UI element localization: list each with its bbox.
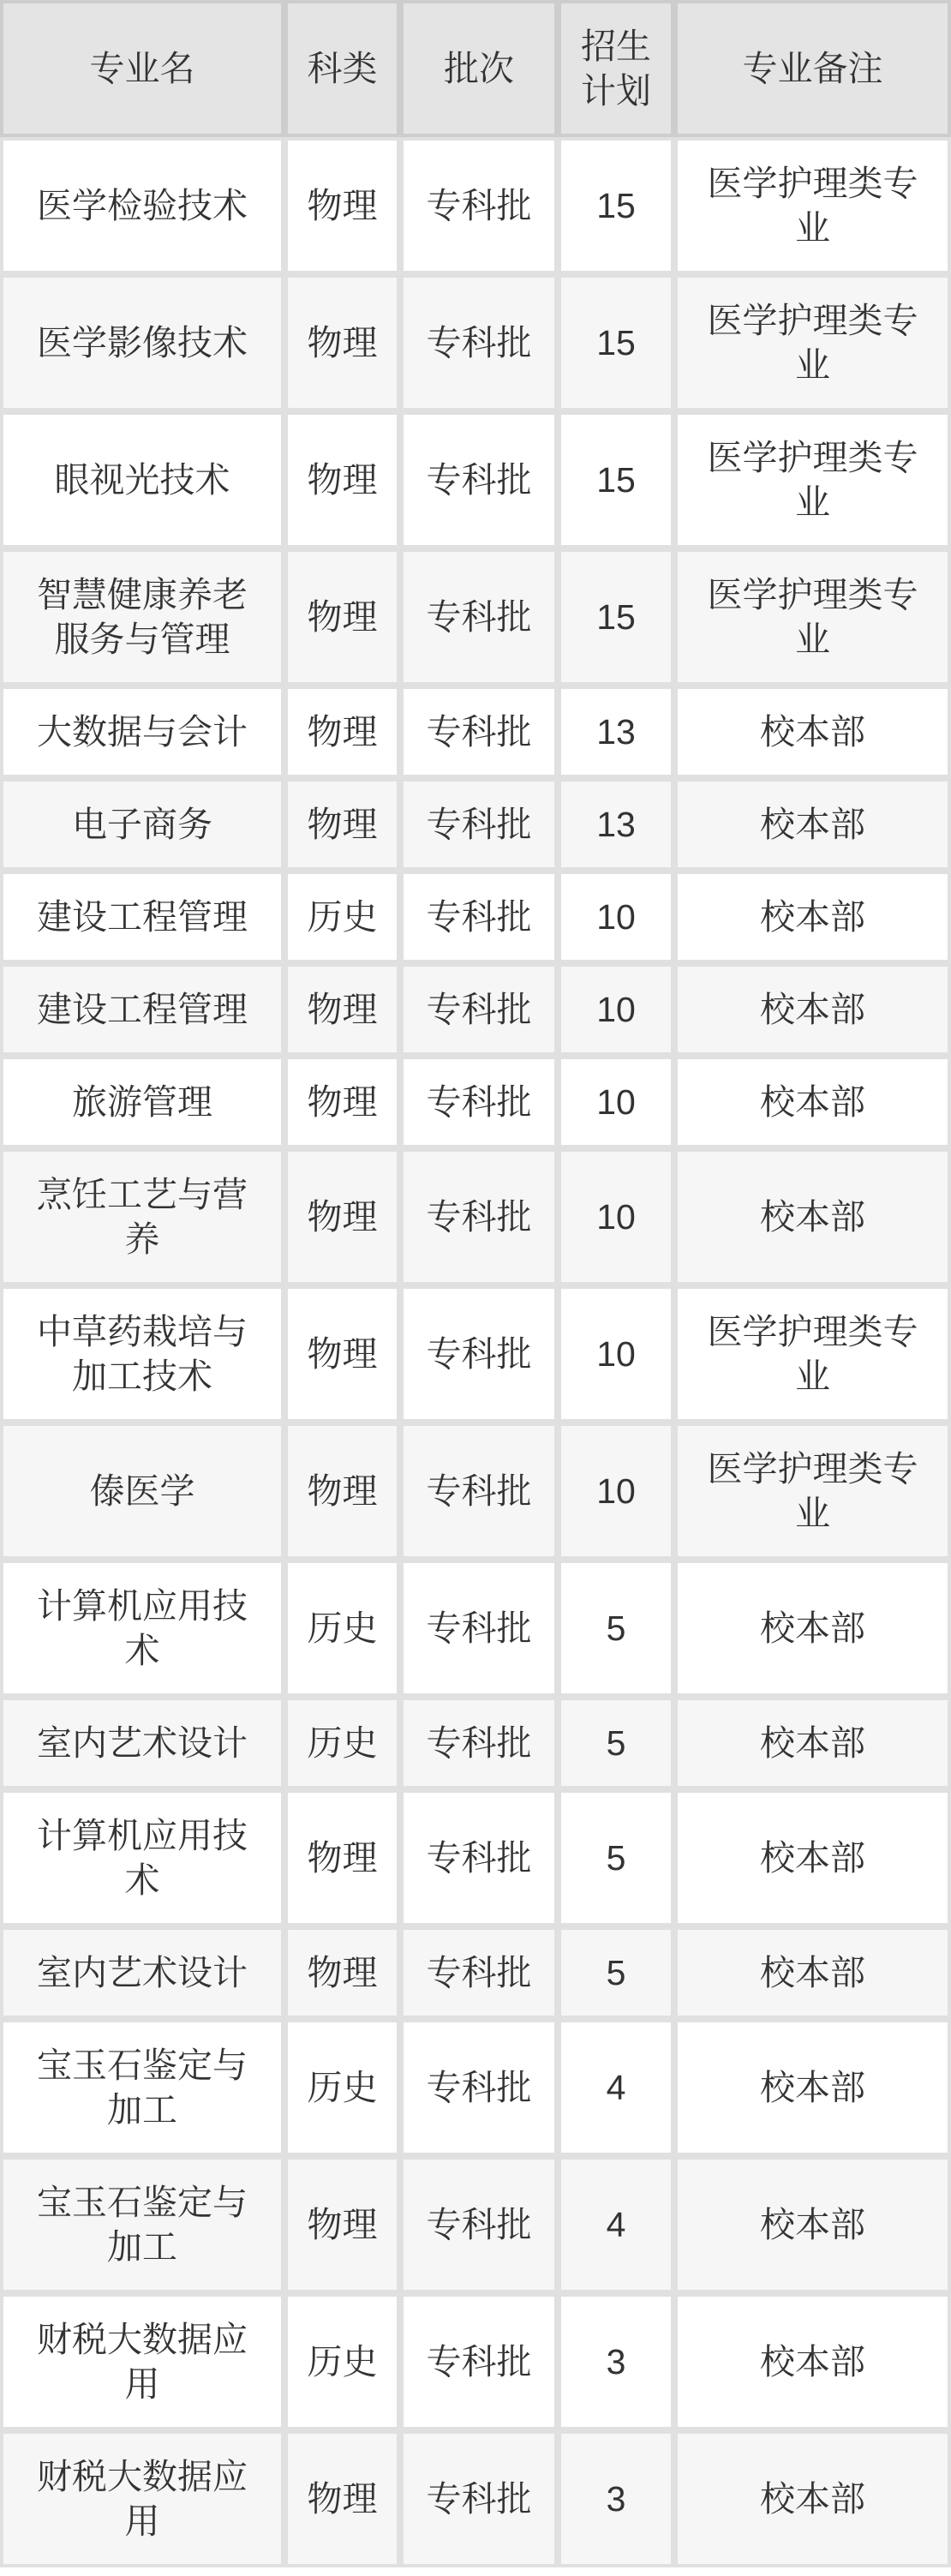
cell-major: 室内艺术设计 [0, 1926, 284, 2019]
cell-category: 物理 [284, 411, 400, 548]
cell-batch: 专科批 [400, 2293, 558, 2430]
table-row [0, 871, 951, 963]
cell-batch: 专科批 [400, 548, 558, 686]
cell-batch: 专科批 [400, 1697, 558, 1789]
table-row [0, 137, 951, 274]
cell-remark: 校本部 [674, 2019, 951, 2156]
cell-remark: 校本部 [674, 2430, 951, 2567]
cell-major: 计算机应用技术 [0, 1789, 284, 1926]
cell-batch: 专科批 [400, 2156, 558, 2293]
cell-major: 中草药栽培与加工技术 [0, 1285, 284, 1423]
col-header-remark: 专业备注 [674, 0, 951, 137]
cell-category: 物理 [284, 778, 400, 871]
table-row [0, 2293, 951, 2430]
table-row [0, 1560, 951, 1697]
cell-category: 历史 [284, 1560, 400, 1697]
cell-major: 医学检验技术 [0, 137, 284, 274]
cell-remark: 医学护理类专业 [674, 274, 951, 411]
cell-remark: 医学护理类专业 [674, 411, 951, 548]
cell-remark: 校本部 [674, 778, 951, 871]
cell-remark: 校本部 [674, 686, 951, 778]
cell-remark: 校本部 [674, 1056, 951, 1148]
cell-remark: 校本部 [674, 963, 951, 1056]
cell-plan: 3 [558, 2430, 674, 2567]
table-row [0, 548, 951, 686]
cell-major: 宝玉石鉴定与加工 [0, 2019, 284, 2156]
cell-batch: 专科批 [400, 411, 558, 548]
cell-plan: 5 [558, 1926, 674, 2019]
table-body [0, 137, 951, 2567]
cell-batch: 专科批 [400, 1285, 558, 1423]
cell-category: 物理 [284, 137, 400, 274]
cell-remark: 校本部 [674, 871, 951, 963]
table-row [0, 963, 951, 1056]
cell-plan: 10 [558, 1056, 674, 1148]
table-row [0, 274, 951, 411]
cell-major: 财税大数据应用 [0, 2430, 284, 2567]
col-header-batch: 批次 [400, 0, 558, 137]
cell-batch: 专科批 [400, 1148, 558, 1285]
cell-category: 物理 [284, 2430, 400, 2567]
cell-category: 物理 [284, 2156, 400, 2293]
cell-remark: 校本部 [674, 1789, 951, 1926]
cell-plan: 4 [558, 2019, 674, 2156]
cell-batch: 专科批 [400, 137, 558, 274]
cell-major: 烹饪工艺与营养 [0, 1148, 284, 1285]
cell-remark: 医学护理类专业 [674, 1285, 951, 1423]
cell-remark: 医学护理类专业 [674, 137, 951, 274]
cell-plan: 15 [558, 411, 674, 548]
cell-batch: 专科批 [400, 2019, 558, 2156]
cell-major: 电子商务 [0, 778, 284, 871]
cell-plan: 5 [558, 1697, 674, 1789]
cell-plan: 15 [558, 137, 674, 274]
cell-major: 建设工程管理 [0, 871, 284, 963]
cell-category: 物理 [284, 686, 400, 778]
cell-major: 财税大数据应用 [0, 2293, 284, 2430]
cell-major: 计算机应用技术 [0, 1560, 284, 1697]
cell-category: 历史 [284, 2019, 400, 2156]
cell-category: 历史 [284, 2293, 400, 2430]
cell-category: 物理 [284, 1926, 400, 2019]
cell-plan: 3 [558, 2293, 674, 2430]
cell-major: 室内艺术设计 [0, 1697, 284, 1789]
cell-plan: 10 [558, 871, 674, 963]
cell-batch: 专科批 [400, 1789, 558, 1926]
cell-remark: 医学护理类专业 [674, 548, 951, 686]
cell-remark: 校本部 [674, 1926, 951, 2019]
cell-plan: 15 [558, 548, 674, 686]
cell-batch: 专科批 [400, 963, 558, 1056]
cell-remark: 校本部 [674, 2293, 951, 2430]
cell-batch: 专科批 [400, 1056, 558, 1148]
cell-remark: 校本部 [674, 2156, 951, 2293]
cell-plan: 13 [558, 778, 674, 871]
cell-plan: 10 [558, 1423, 674, 1560]
header-row [0, 0, 951, 137]
cell-major: 傣医学 [0, 1423, 284, 1560]
cell-batch: 专科批 [400, 2430, 558, 2567]
cell-plan: 15 [558, 274, 674, 411]
cell-major: 眼视光技术 [0, 411, 284, 548]
cell-plan: 10 [558, 1148, 674, 1285]
cell-category: 物理 [284, 963, 400, 1056]
table-row [0, 411, 951, 548]
cell-batch: 专科批 [400, 778, 558, 871]
table-row [0, 1789, 951, 1926]
cell-plan: 4 [558, 2156, 674, 2293]
cell-major: 旅游管理 [0, 1056, 284, 1148]
col-header-category: 科类 [284, 0, 400, 137]
cell-category: 历史 [284, 871, 400, 963]
cell-remark: 校本部 [674, 1148, 951, 1285]
cell-major: 医学影像技术 [0, 274, 284, 411]
cell-batch: 专科批 [400, 1423, 558, 1560]
table-row [0, 1697, 951, 1789]
table-row [0, 2019, 951, 2156]
cell-category: 物理 [284, 548, 400, 686]
cell-plan: 10 [558, 963, 674, 1056]
cell-batch: 专科批 [400, 871, 558, 963]
cell-remark: 医学护理类专业 [674, 1423, 951, 1560]
cell-plan: 13 [558, 686, 674, 778]
table-row [0, 1285, 951, 1423]
cell-category: 物理 [284, 1789, 400, 1926]
cell-batch: 专科批 [400, 686, 558, 778]
col-header-major: 专业名 [0, 0, 284, 137]
cell-plan: 5 [558, 1789, 674, 1926]
cell-batch: 专科批 [400, 274, 558, 411]
cell-category: 物理 [284, 1285, 400, 1423]
cell-remark: 校本部 [674, 1697, 951, 1789]
cell-plan: 10 [558, 1285, 674, 1423]
col-header-plan: 招生计划 [558, 0, 674, 137]
cell-major: 宝玉石鉴定与加工 [0, 2156, 284, 2293]
table-row [0, 1148, 951, 1285]
cell-plan: 5 [558, 1560, 674, 1697]
table-row [0, 1423, 951, 1560]
table-row [0, 686, 951, 778]
table-row [0, 2156, 951, 2293]
cell-category: 物理 [284, 1148, 400, 1285]
cell-category: 物理 [284, 1056, 400, 1148]
cell-batch: 专科批 [400, 1926, 558, 2019]
table-row [0, 778, 951, 871]
cell-major: 建设工程管理 [0, 963, 284, 1056]
table-row [0, 2430, 951, 2567]
cell-category: 物理 [284, 274, 400, 411]
cell-major: 智慧健康养老服务与管理 [0, 548, 284, 686]
cell-remark: 校本部 [674, 1560, 951, 1697]
table-row [0, 1056, 951, 1148]
cell-category: 历史 [284, 1697, 400, 1789]
table-row [0, 1926, 951, 2019]
cell-major: 大数据与会计 [0, 686, 284, 778]
cell-batch: 专科批 [400, 1560, 558, 1697]
cell-category: 物理 [284, 1423, 400, 1560]
